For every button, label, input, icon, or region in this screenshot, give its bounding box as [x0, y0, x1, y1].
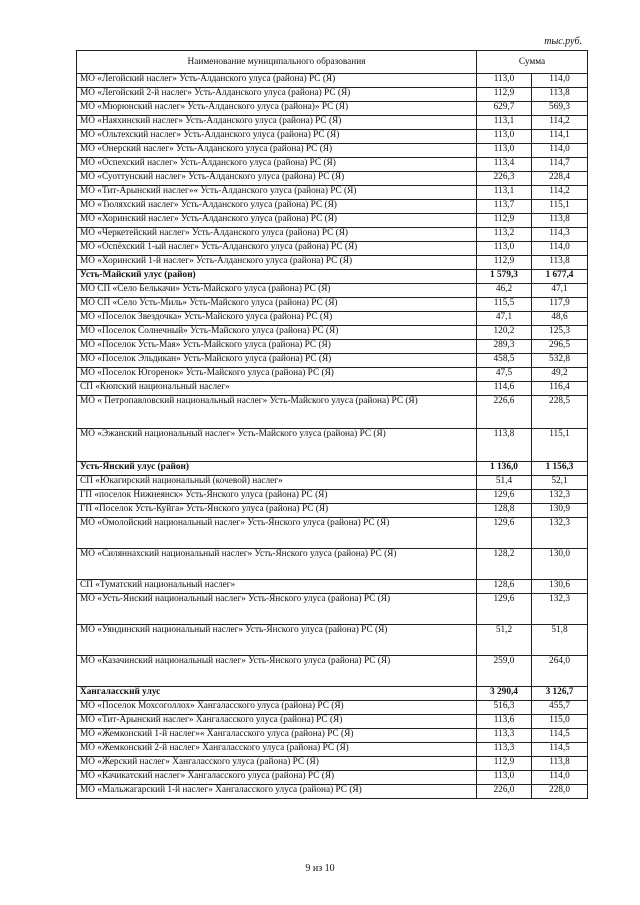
- cell-value-1: 46,2: [477, 284, 532, 298]
- table-row: [77, 158, 588, 172]
- cell-value-1: 115,5: [477, 298, 532, 312]
- cell-value-1: 112,9: [477, 88, 532, 102]
- cell-name: МО «Усть-Янский национальный наслег» Усть-Янского улуса (района) РС (Я): [77, 594, 477, 625]
- cell-value-1: 3 290,4: [477, 687, 532, 701]
- cell-value-2: 114,1: [532, 130, 588, 144]
- cell-value-1: 458,5: [477, 354, 532, 368]
- cell-value-1: 113,0: [477, 144, 532, 158]
- cell-value-2: 114,0: [532, 771, 588, 785]
- table-row: [77, 172, 588, 186]
- cell-name: МО «Поселок Эльдикан» Усть-Майского улуса (района) РС (Я): [77, 354, 477, 368]
- table-row: [77, 116, 588, 130]
- cell-value-2: 114,0: [532, 242, 588, 256]
- cell-value-2: 228,0: [532, 785, 588, 799]
- cell-name: МО «Тит-Арынский наслег» Хангаласского улуса (района) РС (Я): [77, 715, 477, 729]
- cell-name: СП «Туматский национальный наслег»: [77, 580, 477, 594]
- table-row-group-total: [77, 687, 588, 701]
- cell-value-2: 132,3: [532, 594, 588, 625]
- table-row-group-total: [77, 270, 588, 284]
- table-body: [77, 74, 588, 799]
- cell-value-2: 114,3: [532, 228, 588, 242]
- cell-name: МО «Поселок Звездочка» Усть-Майского улуса (района) РС (Я): [77, 312, 477, 326]
- cell-value-1: 120,2: [477, 326, 532, 340]
- cell-value-1: 112,9: [477, 757, 532, 771]
- table-row: [77, 549, 588, 580]
- cell-name: МО «Эжанский национальный наслег» Усть-Майского улуса (района) РС (Я): [77, 429, 477, 462]
- budget-table: [76, 50, 588, 799]
- table-header-row: [77, 51, 588, 74]
- cell-name: Усть-Янский улус (район): [77, 462, 477, 476]
- table-row: [77, 504, 588, 518]
- table-row: [77, 715, 588, 729]
- cell-value-2: 115,1: [532, 200, 588, 214]
- table-row: [77, 625, 588, 656]
- table-row: [77, 594, 588, 625]
- cell-value-1: 113,0: [477, 74, 532, 88]
- cell-value-1: 113,1: [477, 116, 532, 130]
- cell-name: МО «Жерский наслег» Хангаласского улуса (района) РС (Я): [77, 757, 477, 771]
- cell-value-2: 117,9: [532, 298, 588, 312]
- cell-value-1: 113,3: [477, 729, 532, 743]
- cell-name: ГП «поселок Нижнеянск» Усть-Янского улуса (района) РС (Я): [77, 490, 477, 504]
- cell-name: МО «Омолойский национальный наслег» Усть-Янского улуса (района) РС (Я): [77, 518, 477, 549]
- table-row: [77, 396, 588, 429]
- cell-name: МО «Тит-Арынский наслег»« Усть-Алданского улуса (района) РС (Я): [77, 186, 477, 200]
- cell-value-2: 114,0: [532, 144, 588, 158]
- cell-name: ГП «Поселок Усть-Куйга» Усть-Янского улуса (района) РС (Я): [77, 504, 477, 518]
- cell-value-1: 112,9: [477, 256, 532, 270]
- cell-value-2: 47,1: [532, 284, 588, 298]
- table-row: [77, 476, 588, 490]
- cell-value-2: 264,0: [532, 656, 588, 687]
- cell-value-1: 113,0: [477, 130, 532, 144]
- cell-value-2: 296,5: [532, 340, 588, 354]
- cell-value-1: 1 136,0: [477, 462, 532, 476]
- cell-name: МО «Жемконский 1-й наслег»« Хангаласского улуса (района) РС (Я): [77, 729, 477, 743]
- cell-value-2: 228,5: [532, 396, 588, 429]
- table-row: [77, 298, 588, 312]
- cell-value-2: 132,3: [532, 518, 588, 549]
- header-sum: Сумма: [477, 51, 588, 74]
- table-row-group-total: [77, 462, 588, 476]
- table-row: [77, 284, 588, 298]
- cell-name: МО «Хоринский наслег» Усть-Алданского улуса (района) РС (Я): [77, 214, 477, 228]
- table-row: [77, 88, 588, 102]
- cell-value-2: 113,8: [532, 757, 588, 771]
- table-row: [77, 186, 588, 200]
- cell-name: Хангаласский улус: [77, 687, 477, 701]
- cell-name: МО «Поселок Усть-Мая» Усть-Майского улуса (района) РС (Я): [77, 340, 477, 354]
- cell-name: МО «Мальжагарский 1-й наслег» Хангаласского улуса (района) РС (Я): [77, 785, 477, 799]
- table-row: [77, 326, 588, 340]
- cell-name: МО «Мюрюнский наслег» Усть-Алданского улуса (района)» РС (Я): [77, 102, 477, 116]
- cell-value-2: 130,6: [532, 580, 588, 594]
- cell-value-1: 129,6: [477, 490, 532, 504]
- table-row: [77, 368, 588, 382]
- cell-value-2: 3 126,7: [532, 687, 588, 701]
- cell-value-1: 128,2: [477, 549, 532, 580]
- cell-value-1: 129,6: [477, 594, 532, 625]
- table-row: [77, 74, 588, 88]
- table-row: [77, 729, 588, 743]
- cell-name: МО « Петропавловский национальный наслег» Усть-Майского улуса (района) РС (Я): [77, 396, 477, 429]
- cell-name: МО «Хоринский 1-й наслег» Усть-Алданского улуса (района) РС (Я): [77, 256, 477, 270]
- cell-name: МО «Уяндинский национальный наслег» Усть-Янского улуса (района) РС (Я): [77, 625, 477, 656]
- cell-name: МО СП «Село Усть-Миль» Усть-Майского улуса (района) РС (Я): [77, 298, 477, 312]
- cell-value-2: 125,3: [532, 326, 588, 340]
- cell-name: МО «Онерский наслег» Усть-Алданского улуса (района) РС (Я): [77, 144, 477, 158]
- cell-value-2: 132,3: [532, 490, 588, 504]
- cell-value-1: 289,3: [477, 340, 532, 354]
- cell-value-2: 455,7: [532, 701, 588, 715]
- cell-name: Усть-Майский улус (район): [77, 270, 477, 284]
- table-row: [77, 429, 588, 462]
- cell-name: МО «Казачинский национальный наслег» Усть-Янского улуса (района) РС (Я): [77, 656, 477, 687]
- cell-value-2: 114,2: [532, 186, 588, 200]
- cell-value-1: 113,8: [477, 429, 532, 462]
- cell-value-1: 226,0: [477, 785, 532, 799]
- cell-value-2: 1 677,4: [532, 270, 588, 284]
- cell-value-1: 47,1: [477, 312, 532, 326]
- cell-value-2: 569,3: [532, 102, 588, 116]
- table-row: [77, 771, 588, 785]
- cell-value-1: 629,7: [477, 102, 532, 116]
- cell-value-1: 113,6: [477, 715, 532, 729]
- units-label: тыс.руб.: [544, 36, 582, 47]
- table-row: [77, 743, 588, 757]
- cell-name: МО «Легойский наслег» Усть-Алданского улуса (района) РС (Я): [77, 74, 477, 88]
- table-row: [77, 382, 588, 396]
- table-row: [77, 144, 588, 158]
- cell-value-1: 113,4: [477, 158, 532, 172]
- cell-value-2: 113,8: [532, 256, 588, 270]
- cell-value-2: 49,2: [532, 368, 588, 382]
- cell-value-2: 52,1: [532, 476, 588, 490]
- table-row: [77, 312, 588, 326]
- cell-name: МО «Тюляхский наслег» Усть-Алданского улуса (района) РС (Я): [77, 200, 477, 214]
- table-row: [77, 256, 588, 270]
- cell-value-1: 128,6: [477, 580, 532, 594]
- cell-name: МО «Качикатский наслег» Хангаласского улуса (района) РС (Я): [77, 771, 477, 785]
- cell-value-1: 113,1: [477, 186, 532, 200]
- table-row: [77, 490, 588, 504]
- cell-value-1: 114,6: [477, 382, 532, 396]
- cell-value-2: 130,9: [532, 504, 588, 518]
- cell-name: МО «Поселок Солнечный» Усть-Майского улуса (района) РС (Я): [77, 326, 477, 340]
- cell-value-2: 532,8: [532, 354, 588, 368]
- cell-value-2: 114,5: [532, 729, 588, 743]
- cell-value-2: 1 156,3: [532, 462, 588, 476]
- cell-value-1: 113,7: [477, 200, 532, 214]
- cell-name: СП «Юкагирский национальный (кочевой) наслег»: [77, 476, 477, 490]
- cell-name: МО «Силяннахский национальный наслег» Усть-Янского улуса (района) РС (Я): [77, 549, 477, 580]
- cell-value-1: 129,6: [477, 518, 532, 549]
- cell-name: МО «Поселок Мохсоголлох» Хангаласского улуса (района) РС (Я): [77, 701, 477, 715]
- cell-name: МО «Легойский 2-й наслег» Усть-Алданского улуса (района) РС (Я): [77, 88, 477, 102]
- table-row: [77, 102, 588, 116]
- table-row: [77, 228, 588, 242]
- table-row: [77, 701, 588, 715]
- cell-value-2: 115,1: [532, 429, 588, 462]
- table-row: [77, 757, 588, 771]
- cell-value-1: 1 579,3: [477, 270, 532, 284]
- table-row: [77, 340, 588, 354]
- page-number: 9 из 10: [305, 863, 335, 874]
- table-row: [77, 242, 588, 256]
- cell-value-2: 113,8: [532, 88, 588, 102]
- cell-value-1: 226,3: [477, 172, 532, 186]
- cell-name: МО «Оспёхский 1-ый наслег» Усть-Алданского улуса (района) РС (Я): [77, 242, 477, 256]
- cell-value-1: 259,0: [477, 656, 532, 687]
- cell-value-2: 114,5: [532, 743, 588, 757]
- table-row: [77, 200, 588, 214]
- table-row: [77, 518, 588, 549]
- cell-value-1: 226,6: [477, 396, 532, 429]
- cell-name: МО «Суоттунский наслег» Усть-Алданского улуса (района) РС (Я): [77, 172, 477, 186]
- cell-value-1: 47,5: [477, 368, 532, 382]
- cell-value-2: 114,7: [532, 158, 588, 172]
- cell-value-2: 114,0: [532, 74, 588, 88]
- cell-value-2: 116,4: [532, 382, 588, 396]
- cell-value-1: 128,8: [477, 504, 532, 518]
- cell-value-2: 113,8: [532, 214, 588, 228]
- table-row: [77, 580, 588, 594]
- cell-value-1: 51,2: [477, 625, 532, 656]
- table-row: [77, 785, 588, 799]
- cell-value-2: 130,0: [532, 549, 588, 580]
- cell-value-1: 113,0: [477, 242, 532, 256]
- cell-value-1: 113,3: [477, 743, 532, 757]
- cell-value-2: 115,0: [532, 715, 588, 729]
- table-row: [77, 130, 588, 144]
- table-row: [77, 354, 588, 368]
- cell-value-1: 113,0: [477, 771, 532, 785]
- table-row: [77, 656, 588, 687]
- cell-value-2: 51,8: [532, 625, 588, 656]
- cell-name: МО «Ольтехский наслег» Усть-Алданского улуса (района) РС (Я): [77, 130, 477, 144]
- cell-name: МО «Черкетейский наслег» Усть-Алданского улуса (района) РС (Я): [77, 228, 477, 242]
- cell-name: МО «Наяхинский наслег» Усть-Алданского улуса (района) РС (Я): [77, 116, 477, 130]
- header-name: Наименование муниципального образования: [77, 51, 477, 74]
- cell-name: МО СП «Село Белькачи» Усть-Майского улуса (района) РС (Я): [77, 284, 477, 298]
- cell-name: СП «Кюпский национальный наслег»: [77, 382, 477, 396]
- cell-value-2: 48,6: [532, 312, 588, 326]
- cell-value-1: 516,3: [477, 701, 532, 715]
- cell-name: МО «Жемконский 2-й наслег» Хангаласского улуса (района) РС (Я): [77, 743, 477, 757]
- cell-name: МО «Оспехский наслег» Усть-Алданского улуса (района) РС (Я): [77, 158, 477, 172]
- table-row: [77, 214, 588, 228]
- cell-value-2: 228,4: [532, 172, 588, 186]
- cell-value-1: 51,4: [477, 476, 532, 490]
- cell-value-2: 114,2: [532, 116, 588, 130]
- cell-value-1: 113,2: [477, 228, 532, 242]
- cell-value-1: 112,9: [477, 214, 532, 228]
- cell-name: МО «Поселок Югоренок» Усть-Майского улуса (района) РС (Я): [77, 368, 477, 382]
